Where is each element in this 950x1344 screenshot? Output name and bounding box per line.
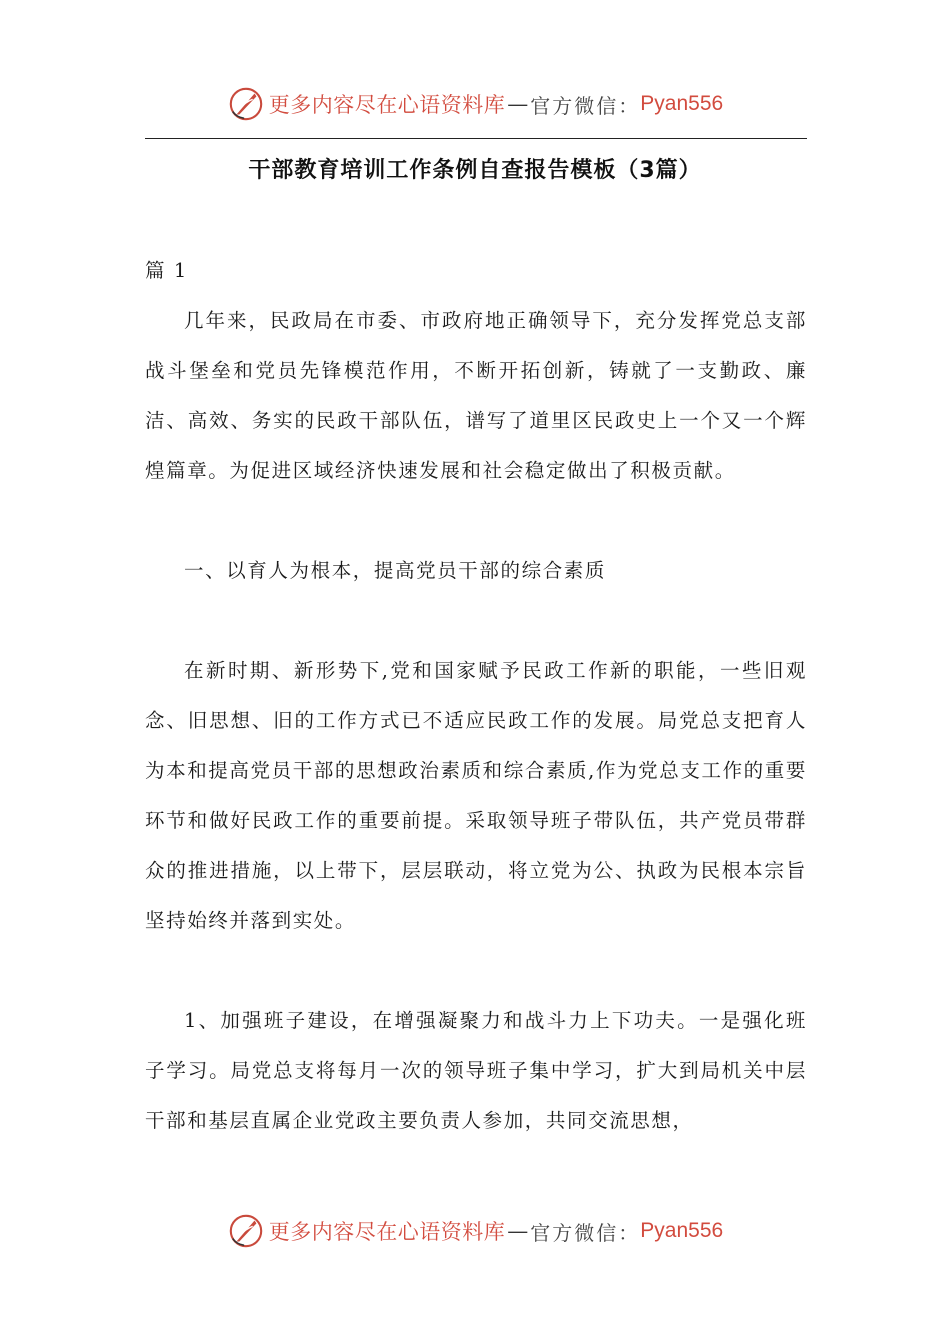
watermark-banner-top	[0, 84, 950, 124]
header-divider	[145, 138, 807, 139]
chapter-label: 篇 1	[145, 259, 188, 282]
watermark-suffix: 官方微信：	[530, 93, 641, 118]
watermark-wechat-id: Pyan556	[640, 92, 724, 115]
section-heading-1: 一、以育人为根本，提高党员干部的综合素质	[184, 559, 607, 582]
quill-logo-icon	[227, 1212, 265, 1250]
watermark-wechat-id: Pyan556	[640, 1219, 724, 1242]
quill-logo-icon	[227, 85, 265, 123]
watermark-suffix: 官方微信：	[530, 1220, 641, 1245]
document-body	[145, 246, 807, 1146]
watermark-dash: —	[507, 92, 529, 116]
watermark-banner-bottom	[0, 1211, 950, 1251]
paragraph-3: 1、加强班子建设，在增强凝聚力和战斗力上下功夫。一是强化班子学习。局党总支将每月一次的领导班子集中学习，扩大到局机关中层干部和基层直属企业党政主要负责人参加，共同交流思想，	[145, 1009, 807, 1132]
watermark-brand: 更多内容尽在心语资料库	[268, 93, 506, 117]
paragraph-2: 在新时期、新形势下,党和国家赋予民政工作新的职能，一些旧观念、旧思想、旧的工作方式已不适应民政工作的发展。局党总支把育人为本和提高党员干部的思想政治素质和综合素质,作为党总支工作的重要环节和做好民政工作的重要前提。采取领导班子带队伍，共产党员带群众的推进措施，以上带下，层层联动，将立党为公、执政为民根本宗旨坚持始终并落到实处。	[145, 659, 807, 932]
watermark-brand: 更多内容尽在心语资料库	[268, 1220, 506, 1244]
paragraph-intro: 几年来，民政局在市委、市政府地正确领导下，充分发挥党总支部战斗堡垒和党员先锋模范作用，不断开拓创新，铸就了一支勤政、廉洁、高效、务实的民政干部队伍，谱写了道里区民政史上一个又一个辉煌篇章。为促进区域经济快速发展和社会稳定做出了积极贡献。	[145, 309, 807, 482]
document-title: 干部教育培训工作条例自查报告模板（3篇）	[248, 158, 702, 183]
watermark-dash: —	[507, 1219, 529, 1243]
